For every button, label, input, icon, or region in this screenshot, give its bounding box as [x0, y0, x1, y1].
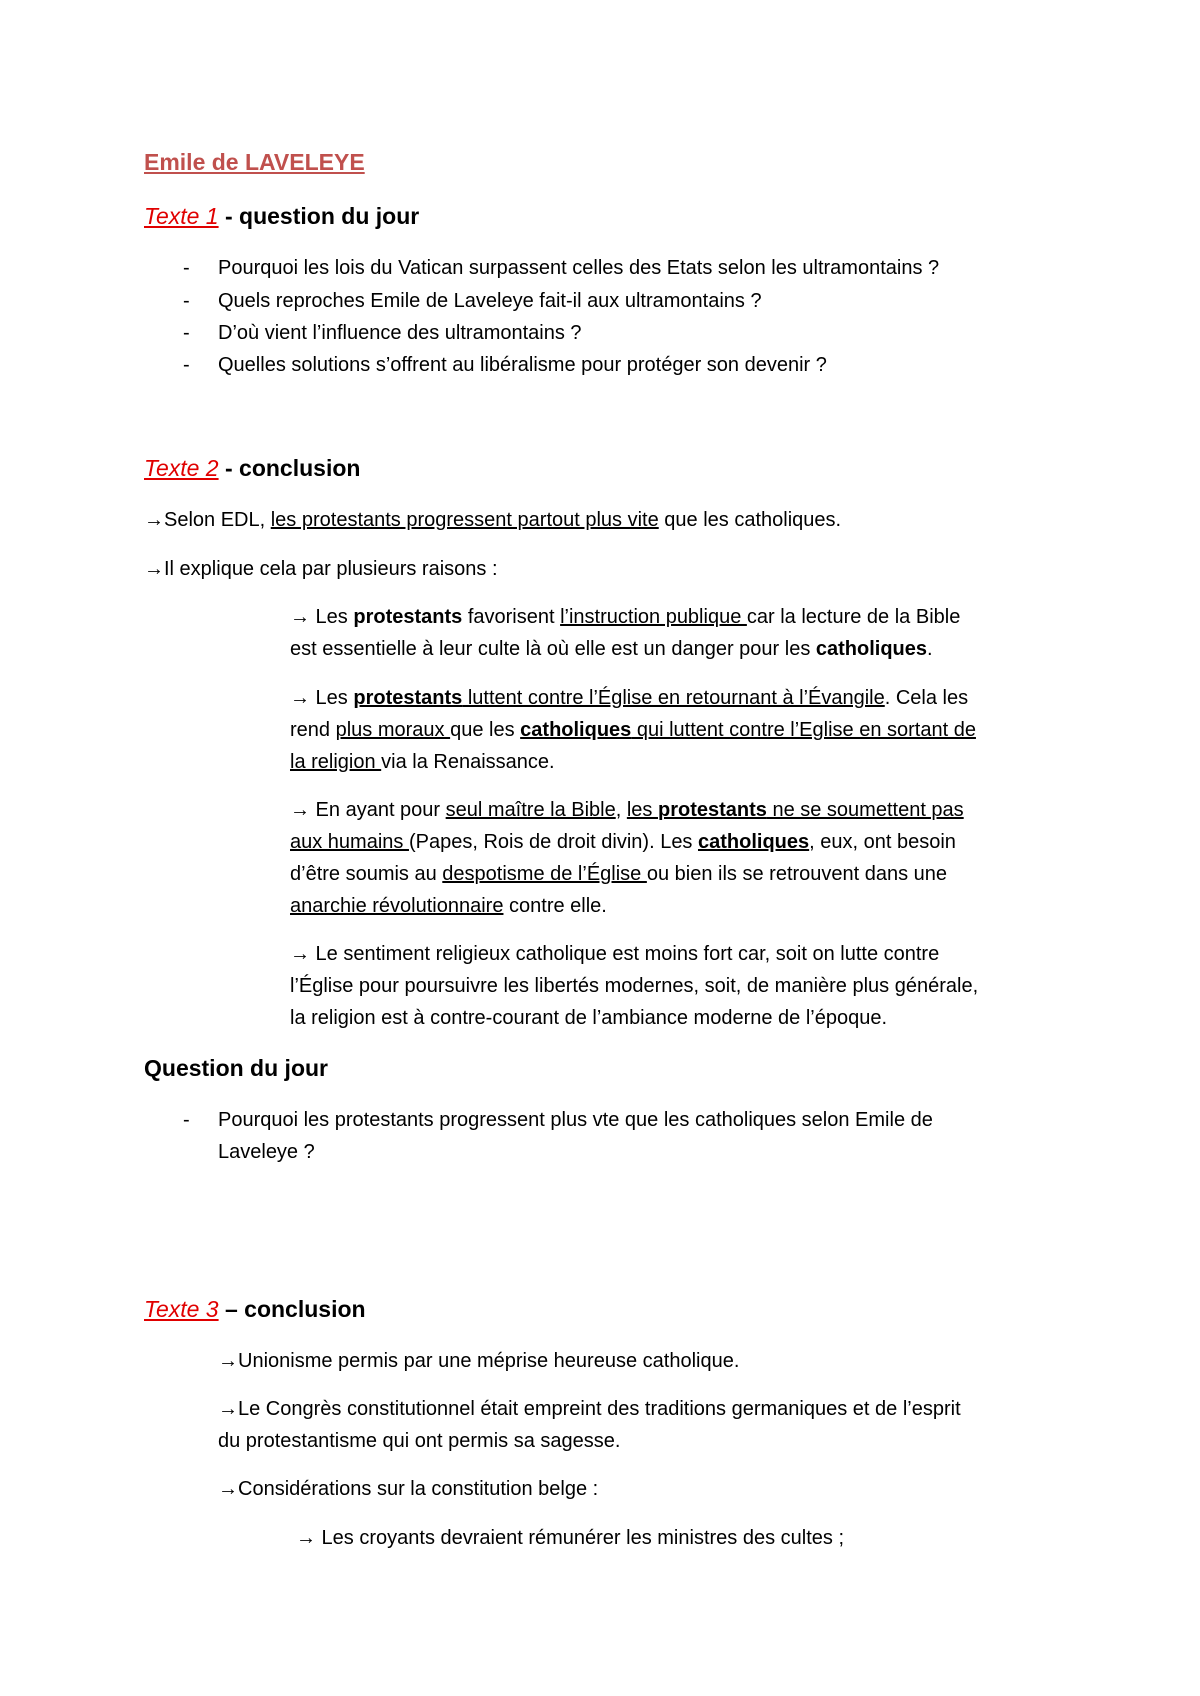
- section-heading-texte-3: Texte 3 – conclusion: [144, 1296, 366, 1322]
- paragraph: → Les protestants luttent contre l’Église en retournant à l’Évangile. Cela les: [290, 687, 969, 709]
- texte-2-label: Texte 2: [144, 455, 219, 481]
- section-heading-texte-1: Texte 1 - question du jour: [144, 203, 420, 229]
- paragraph: est essentielle à leur culte là où elle est un danger pour les catholiques.: [290, 638, 933, 660]
- paragraph: d’être soumis au despotisme de l’Église ou bien ils se retrouvent dans une: [290, 863, 948, 885]
- paragraph: → Les croyants devraient rémunérer les ministres des cultes ;: [296, 1527, 844, 1549]
- paragraph: → Les protestants favorisent l’instruction publique car la lecture de la Bible: [290, 606, 961, 628]
- paragraph: →Unionisme permis par une méprise heureuse catholique.: [218, 1350, 740, 1372]
- paragraph: → Le sentiment religieux catholique est moins fort car, soit on lutte contre: [290, 943, 940, 965]
- paragraph: l’Église pour poursuivre les libertés modernes, soit, de manière plus générale,: [290, 975, 979, 997]
- paragraph: rend plus moraux que les catholiques qui luttent contre l’Eglise en sortant de: [290, 719, 976, 741]
- paragraph: la religion via la Renaissance.: [290, 751, 555, 773]
- paragraph: →Il explique cela par plusieurs raisons :: [144, 558, 498, 580]
- section-heading-texte-2: Texte 2 - conclusion: [144, 455, 361, 481]
- paragraph: → En ayant pour seul maître la Bible, les protestants ne se soumettent pas: [290, 799, 964, 821]
- paragraph: aux humains (Papes, Rois de droit divin). Les catholiques, eux, ont besoin: [290, 831, 956, 853]
- paragraph: →Le Congrès constitutionnel était empreint des traditions germaniques et de l’esprit: [218, 1398, 961, 1420]
- paragraph: →Considérations sur la constitution belge :: [218, 1478, 599, 1500]
- paragraph: du protestantisme qui ont permis sa sagesse.: [218, 1430, 621, 1452]
- list-item-continuation: Laveleye ?: [218, 1141, 315, 1163]
- texte-3-label: Texte 3: [144, 1296, 219, 1322]
- paragraph: la religion est à contre-courant de l’ambiance moderne de l’époque.: [290, 1007, 888, 1029]
- paragraph: anarchie révolutionnaire contre elle.: [290, 895, 607, 917]
- section-heading-question-du-jour: Question du jour: [144, 1055, 328, 1081]
- texte-1-label: Texte 1: [144, 203, 219, 229]
- document-page: Emile de LAVELEYE Texte 1 - question du jour - Pourquoi les lois du Vatican surpassent celles des Etats selon les ultramontains ? - Quels reproches Emile de Laveleye fait-il aux ultramontains ? - D’où vient l’influence des ultramontains ? - Quelles solutions s’offrent au libéralisme pour protéger son devenir ? Texte 2 - conclusion →Selon EDL, les protestants progressent partout plus vite que les catholiques. →Il explique cela par plusieurs raisons : → Les protestants favorisent l’instruction publique car la lecture de la Bible est essentielle à leur culte là où elle est un danger pour les catholiques. → Les protestants luttent contre l’Église en retournant à l’Évangile. Cela les rend plus moraux que les catholiques qui luttent contre l’Eglise en sortant de la religion via la Renaissance. → En ayant pour seul maître la Bible, les protestants ne se soumettent pas aux humains (Papes, Rois de droit divin). Les catholiques, eux, ont besoin d’être soumis au despotisme de l’Église ou bien ils se retrouvent dans une anarchie révolutionnaire contre elle. → Le sentiment religieux catholique est moins fort car, soit on lutte contre l’Église pour poursuivre les libertés modernes, soit, de manière plus générale, la religion est à contre-courant de l’ambiance moderne de l’époque. Question du jour - Pourquoi les protestants progressent plus vte que les catholiques selon Emile de Laveleye ? Texte 3 – conclusion →Unionisme permis par une méprise heureuse catholique. →Le Congrès constitutionnel était empreint des traditions germaniques et de l’esprit du protestantisme qui ont permis sa sagesse. →Considérations sur la constitution belge : → Les croyants devraient rémunérer les ministres des cultes ;: [144, 149, 979, 1549]
- paragraph: →Selon EDL, les protestants progressent partout plus vite que les catholiques.: [144, 509, 842, 531]
- page-title: Emile de LAVELEYE: [144, 149, 365, 175]
